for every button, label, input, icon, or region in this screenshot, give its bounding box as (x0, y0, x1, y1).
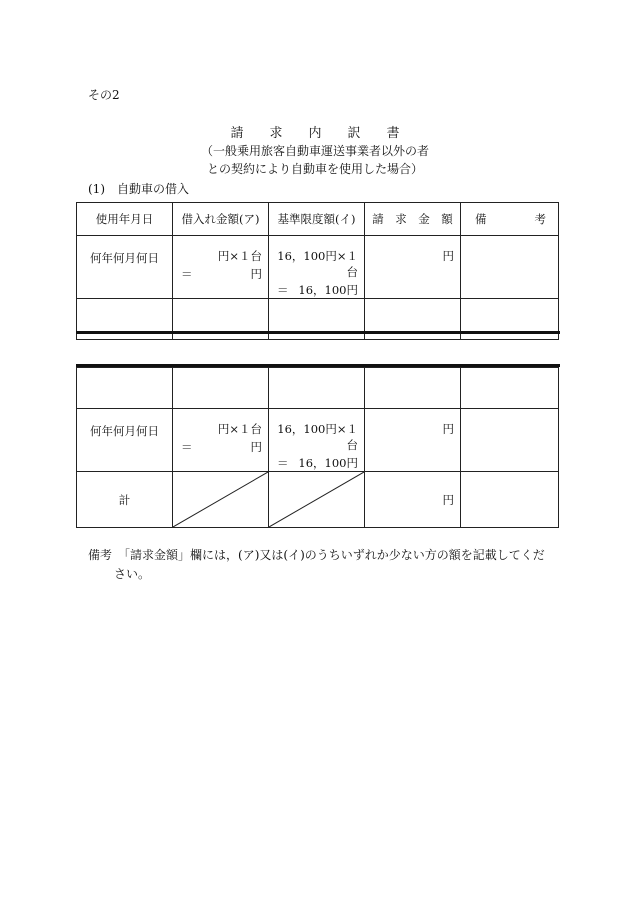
subtitle-line-1: （一般乗用旅客自動車運送事業者以外の者 (200, 144, 429, 158)
limit-rate: 16，100円×１台 (277, 249, 358, 279)
borrow-result (173, 264, 268, 282)
claim-breakdown-table-bottom (76, 367, 559, 528)
table-row (77, 236, 559, 299)
limit-result (269, 453, 364, 471)
yen-unit: 円 (250, 267, 262, 281)
cell-empty (365, 368, 461, 409)
limit-result (269, 280, 364, 298)
cell-remarks (461, 409, 559, 472)
cell-borrow-struck (173, 472, 269, 528)
cell-date (77, 236, 173, 299)
equals-sign: ＝ (277, 456, 289, 470)
limit-rate: 16，100円×１台 (277, 422, 358, 452)
cell-borrow (173, 236, 269, 299)
yen-unit: 円 (250, 440, 262, 454)
borrow-result (173, 437, 268, 455)
table-row-total (77, 472, 559, 528)
notes-line-1 (88, 546, 558, 565)
claim-breakdown-table-top (76, 202, 559, 340)
limit-value: 16，100円 (298, 283, 358, 297)
cell-empty (173, 368, 269, 409)
cell-limit (269, 236, 365, 299)
notes-label: 備考 (88, 548, 113, 562)
total-claim-yen-unit: 円 (365, 472, 461, 528)
header-remarks-char: 備 (475, 212, 487, 226)
equals-sign: ＝ (181, 440, 193, 454)
table-break-line-top (76, 331, 560, 334)
notes-line-2: さい。 (114, 567, 151, 581)
page-number-label: その2 (88, 88, 120, 102)
title-char: 訳 (347, 126, 361, 141)
cell-remarks (461, 472, 559, 528)
title-char: 請 (230, 126, 244, 141)
header-date: 使用年月日 (77, 203, 173, 236)
header-remarks (461, 203, 559, 236)
header-borrow-amount: 借入れ金額(ア) (173, 203, 269, 236)
cell-empty (77, 368, 173, 409)
table-header-row (77, 203, 559, 236)
cell-empty (269, 368, 365, 409)
diagonal-strike (269, 472, 364, 527)
cell-limit (269, 409, 365, 472)
claim-yen-unit: 円 (442, 422, 454, 436)
diagonal-strike (173, 472, 268, 527)
equals-sign: ＝ (181, 267, 193, 281)
table-row-blank (77, 368, 559, 409)
notes-block (88, 546, 558, 584)
borrow-rate: 円×１台 (217, 249, 262, 263)
header-limit-amount: 基準限度額(イ) (269, 203, 365, 236)
cell-remarks (461, 236, 559, 299)
title-char: 内 (308, 126, 322, 141)
total-label: 計 (77, 472, 173, 528)
limit-value: 16，100円 (298, 456, 358, 470)
claim-yen-unit: 円 (442, 249, 454, 263)
document-title (0, 122, 630, 141)
cell-claim (365, 236, 461, 299)
example-date: 何年何月何日 (90, 424, 159, 438)
notes-text-1: 「請求金額」欄には，(ア)又は(イ)のうちいずれか少ない方の額を記載してくだ (124, 548, 545, 562)
cell-date (77, 409, 173, 472)
cell-empty (461, 368, 559, 409)
cell-claim (365, 409, 461, 472)
equals-sign: ＝ (277, 283, 289, 297)
title-char: 書 (386, 126, 400, 141)
cell-borrow (173, 409, 269, 472)
section-heading: (1) 自動車の借入 (88, 182, 189, 196)
example-date: 何年何月何日 (90, 251, 159, 265)
header-remarks-char: 考 (534, 212, 546, 226)
table-row (77, 409, 559, 472)
subtitle-line-2: との契約により自動車を使用した場合） (206, 162, 423, 176)
header-claim-amount: 請 求 金 額 (365, 203, 461, 236)
title-char: 求 (269, 126, 283, 141)
cell-limit-struck (269, 472, 365, 528)
borrow-rate: 円×１台 (217, 422, 262, 436)
